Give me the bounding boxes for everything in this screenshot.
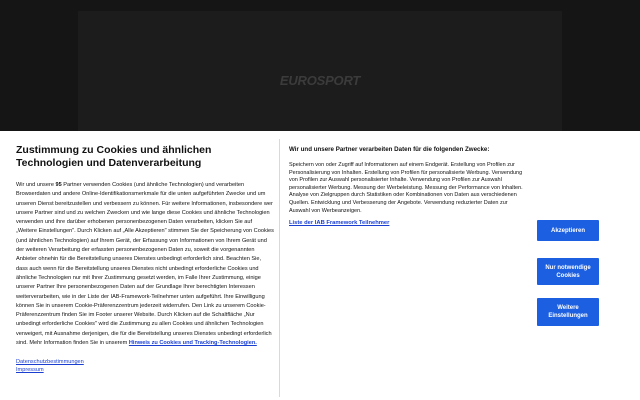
more-settings-button[interactable]: Weitere Einstellungen [537, 298, 599, 326]
cookie-consent-banner [0, 131, 640, 400]
page-background [0, 0, 640, 131]
hero-banner [78, 11, 562, 131]
footer-links [16, 358, 274, 374]
cookie-notice-link[interactable]: Hinweis zu Cookies und Tracking-Technologien. [128, 340, 257, 347]
imprint-link[interactable]: Impressum [16, 367, 44, 374]
body-prefix: Wir und unsere [16, 182, 56, 188]
privacy-policy-link[interactable]: Datenschutzbestimmungen [16, 359, 84, 366]
purposes-title: Wir und unsere Partner verarbeiten Daten für die folgenden Zwecke: [289, 146, 490, 153]
partner-count: 95 [55, 182, 62, 188]
consent-description [16, 144, 274, 374]
purposes-section [289, 145, 527, 226]
accept-button[interactable]: Akzeptieren [537, 220, 599, 241]
body-main: Partner verwenden Cookies (und ähnliche Technologien) und verarbeiten Browserdaten und andere Online-Identifikationsmerkmale für die unten aufgeführten Zwecke und um unseren Dienst bereitzustellen und verbessern zu können. Für weitere Informationen, insbesondere wer unsere Partner sind und zu welchen Zwecken und wie lange diese Cookies und ähnliche Technologien verwenden und ihre darüber erhobenen personenbezogenen Daten verarbeiten, klicken Sie auf „Weitere Einstellungen". Durch Klicken auf „Alle Akzeptieren" stimmen Sie der Speicherung von Cookies (und ähnlichen Technologien) auf Ihrem Gerät, der Erfassung von Informationen von Ihrem Gerät und der weiteren Verarbeitung der erfassten personenbezogenen Daten zu, soweit die vorgenannten Anbieter ohnehin für die Bereitstellung unseres Dienstes unbedingt erforderlich sind. Beachten Sie, dass auch wenn für die Bereitstellung unseres Dienstes nicht unbedingt erforderliche Cookies und ähnliche Technologien nur mit Ihrer Zustimmung gesetzt werden, im Falle Ihrer Zustimmung, einige unserer Partner Ihre personenbezogenen Daten auf der Grundlage Ihrer berechtigten Interessen weiterverarbeiten, wie in der Liste der IAB-Framework-Teilnehmer unten aufgeführt. Ihre Einwilligung können Sie in unserem Cookie-Präferenzzentrum jederzeit widerrufen. Den Link zu unserem Cookie-Präferenzzentrum finden Sie im Footer unserer Website. Durch Klicken auf die Schaltfläche „Nur unbedingt erforderliche Cookies" wird die Zustimmung zu allen Cookies und ähnlichen Technologien verweigert, mit Ausnahme derjenigen, die für die Bereitstellung unseres Dienstes unbedingt erforderlich sind. Mehr Information finden Sie in unserem [16, 182, 274, 347]
iab-partner-list-link[interactable]: Liste der IAB Framework Teilnehmer [289, 220, 390, 227]
consent-body [16, 181, 274, 348]
purposes-text: Speichern von oder Zugriff auf Informationen auf einem Endgerät. Erstellung von Profilen zur Personalisierung von Inhalten. Erstellung von Profilen für personalisierte Werbung. Verwendung von Profilen zur Auswahl personalisierter Inhalte. Verwendung von Profilen zur Auswahl personalisierter Werbung. Messung der Werbeleistung. Messung der Performance von Inhalten. Analyse von Zielgruppen durch Statistiken oder Kombinationen von Daten aus verschiedenen Quellen. Entwicklung und Verbesserung der Angebote. Verwendung reduzierter Daten zur Auswahl von Werbeanzeigen. [289, 162, 523, 214]
eurosport-logo: EUROSPORT [279, 73, 361, 88]
consent-title: Zustimmung zu Cookies und ähnlichen Technologien und Datenverarbeitung [16, 144, 212, 169]
necessary-cookies-button[interactable]: Nur notwendige Cookies [537, 258, 599, 285]
column-divider [279, 139, 280, 397]
